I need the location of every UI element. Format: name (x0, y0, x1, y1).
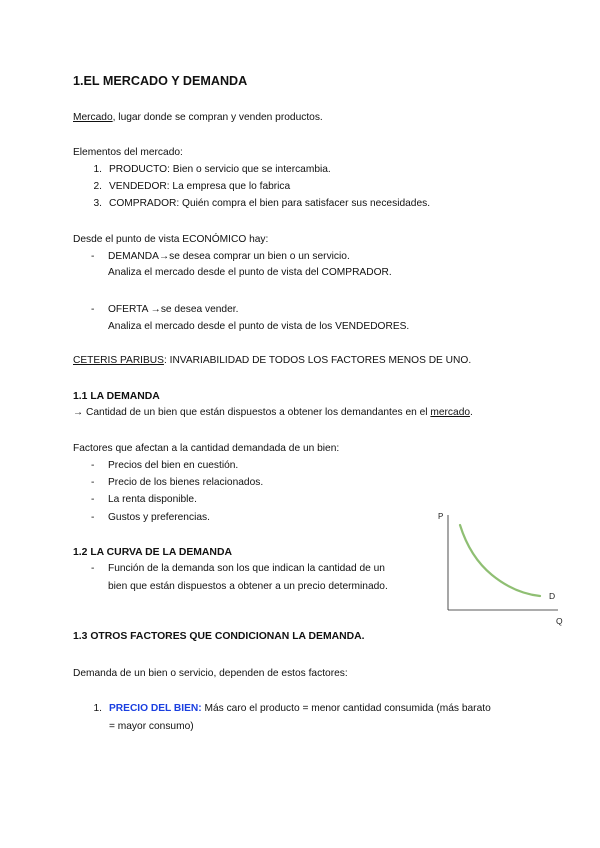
factores-heading: Factores que afectan a la cantidad demandada de un bien: (73, 443, 340, 454)
list-number: 1. (93, 164, 102, 175)
demand-curve-graph (430, 505, 580, 630)
demanda-definition (73, 406, 473, 420)
dash-bullet: - (91, 563, 95, 574)
economico-heading: Desde el punto de vista ECONÓMICO hay: (73, 234, 269, 245)
list-number: 1. (93, 703, 102, 714)
curva-line1: Función de la demanda son los que indican la cantidad de un (108, 563, 385, 574)
factor-item: Gustos y preferencias. (108, 512, 210, 523)
x-axis-label: Q (556, 616, 563, 626)
dash-bullet: - (91, 304, 95, 315)
list-text: VENDEDOR: La empresa que lo fabrica (109, 181, 291, 192)
mercado-text: , lugar donde se compran y venden productos. (112, 112, 323, 123)
mercado-definition (73, 111, 323, 125)
ceteris-text: : INVARIABILIDAD DE TODOS LOS FACTORES MENOS DE UNO. (163, 355, 472, 366)
dash-bullet: - (91, 494, 95, 505)
section-1-1-title: 1.1 LA DEMANDA (73, 391, 160, 402)
factor-item: La renta disponible. (108, 494, 197, 505)
y-axis-label: P (438, 512, 444, 521)
list-text: COMPRADOR: Quién compra el bien para satisfacer sus necesidades. (109, 198, 431, 209)
dash-bullet: - (91, 512, 95, 523)
dash-bullet: - (91, 460, 95, 471)
section-1-3-intro: Demanda de un bien o servicio, dependen de estos factores: (73, 668, 348, 679)
elementos-heading: Elementos del mercado: (73, 147, 183, 158)
demand-curve (460, 525, 540, 596)
factor-item: Precio de los bienes relacionados. (108, 477, 264, 488)
curve-label: D (549, 591, 556, 601)
def-prefix: → Cantidad de un bien que están dispuestos a obtener los demandantes en el (73, 407, 431, 418)
mercado-link[interactable]: mercado (430, 407, 471, 418)
dash-bullet: - (91, 477, 95, 488)
dash-bullet: - (91, 251, 95, 262)
ceteris-term: CETERIS PARIBUS (73, 355, 164, 366)
precio-del-bien-text: Más caro el producto = menor cantidad consumida (más barato (201, 703, 491, 714)
mercado-term: Mercado (73, 112, 113, 123)
demanda-line1: DEMANDA→se desea comprar un bien o un servicio. (108, 251, 350, 262)
section-1-3-title: 1.3 OTROS FACTORES QUE CONDICIONAN LA DEMANDA. (73, 631, 365, 642)
ceteris-paribus (73, 354, 471, 368)
precio-del-bien-label: PRECIO DEL BIEN: (109, 703, 202, 714)
demanda-line2: Analiza el mercado desde el punto de vista del COMPRADOR. (108, 267, 392, 278)
oferta-line2: Analiza el mercado desde el punto de vista de los VENDEDORES. (108, 321, 410, 332)
precio-del-bien-text2: = mayor consumo) (109, 721, 194, 732)
list-text: PRODUCTO: Bien o servicio que se intercambia. (109, 164, 331, 175)
curva-line2: bien que están dispuestos a obtener a un precio determinado. (108, 581, 388, 592)
oferta-line1: OFERTA →se desea vender. (108, 304, 239, 315)
factor-item: Precios del bien en cuestión. (108, 460, 239, 471)
def-suffix: . (470, 407, 473, 418)
page-title: 1.EL MERCADO Y DEMANDA (73, 74, 248, 88)
list-number: 3. (93, 198, 102, 209)
list-number: 2. (93, 181, 102, 192)
section-1-2-title: 1.2 LA CURVA DE LA DEMANDA (73, 547, 232, 558)
